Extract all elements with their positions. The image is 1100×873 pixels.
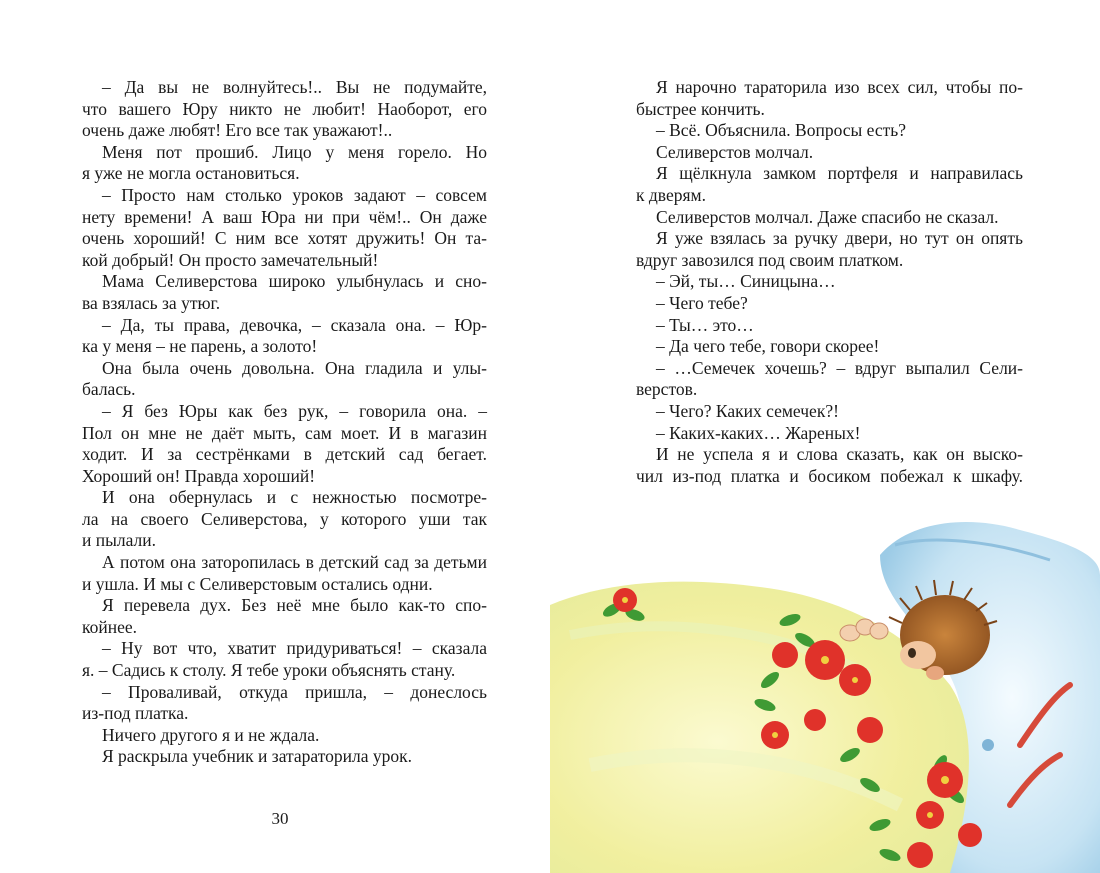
- left-page-text: [82, 77, 487, 768]
- right_page-text-line: – …Семечек хочешь? – вдруг выпалил Сели-: [656, 357, 1023, 378]
- right_page-text-line: верстов.: [636, 379, 698, 400]
- left_page-text-line: Хороший он! Правда хороший!: [82, 465, 316, 486]
- right_page-text-line: – Чего? Каких семечек?!: [656, 400, 839, 421]
- left_page-text-line: Я раскрыла учебник и затараторила урок.: [102, 746, 412, 767]
- left_page-text-line: Меня пот прошиб. Лицо у меня горело. Но: [102, 141, 487, 162]
- left_page-text-line: Ничего другого я и не ждала.: [102, 724, 320, 745]
- right_page-text-line: вдруг завозился под своим платком.: [636, 249, 904, 270]
- left_page-text-line: Она была очень довольна. Она гладила и улы-: [102, 357, 487, 378]
- left_page-text-line: очень даже любят! Его все так уважают!..: [82, 120, 393, 141]
- left_page-text-line: из-под платка.: [82, 703, 189, 724]
- left_page-text-line: ва взялась за утюг.: [82, 292, 221, 313]
- right_page-text-line: Селиверстов молчал.: [656, 141, 814, 162]
- left_page-text-line: – Я без Юры как без рук, – говорила она. –: [102, 400, 487, 421]
- left_page-text-line: – Да вы не волнуйтесь!.. Вы не подумайте,: [102, 77, 487, 97]
- boy-under-shawl-illustration: [550, 515, 1100, 873]
- left_page-text-line: ла на своего Селиверстова, у которого уши так: [82, 508, 487, 529]
- left_page-text-line: я уже не могла остановиться.: [82, 163, 300, 184]
- right_page-text-line: Я щёлкнула замком портфеля и направилась: [656, 163, 1023, 184]
- right_page-text-line: – Эй, ты… Синицына…: [656, 271, 836, 292]
- left_page-text-line: кой добрый! Он просто замечательный!: [82, 249, 379, 270]
- left_page-text-line: – Да, ты права, девочка, – сказала она. – Юр-: [102, 314, 487, 335]
- left_page-text-line: ка у меня – не парень, а золото!: [82, 336, 318, 357]
- right-page: [550, 0, 1100, 873]
- left_page-text-line: что вашего Юру никто не любит! Наоборот, его: [82, 98, 487, 119]
- right_page-text-line: – Каких-каких… Жареных!: [656, 422, 861, 443]
- left_page-text-line: А потом она заторопилась в детский сад за детьми: [102, 552, 487, 573]
- left_page-text-line: койнее.: [82, 616, 138, 637]
- right_page-text-line: Селиверстов молчал. Даже спасибо не сказал.: [656, 206, 999, 227]
- left_page-text-line: – Проваливай, откуда пришла, – донеслось: [102, 681, 487, 702]
- right_page-text-line: – Да чего тебе, говори скорее!: [656, 336, 880, 357]
- left_page-text-line: нету времени! А ваш Юра ни при чём!.. Он даже: [82, 206, 487, 227]
- right_page-text-line: к дверям.: [636, 184, 706, 205]
- left_page-text-line: ходит. И за сестрёнками в детский сад бегает.: [82, 444, 487, 465]
- left_page-text-line: Пол он мне не даёт мыть, сам моет. И в магазин: [82, 422, 487, 443]
- right_page-text-line: Я нарочно тараторила изо всех сил, чтобы по-: [656, 77, 1023, 97]
- left_page-text-line: и пылали.: [82, 530, 156, 551]
- left_page-text-line: И она обернулась и с нежностью посмотре-: [102, 487, 487, 508]
- right_page-text-line: Я уже взялась за ручку двери, но тут он опять: [656, 228, 1023, 249]
- left_page-text-line: очень хороший! С ним все хотят дружить! Он та-: [82, 228, 487, 249]
- left_page-text-line: – Просто нам столько уроков задают – совсем: [102, 184, 487, 205]
- left_page-text-line: я. – Садись к столу. Я тебе уроки объяснять стану.: [82, 660, 456, 681]
- left_page-text-line: Мама Селиверстова широко улыбнулась и сно-: [102, 271, 487, 292]
- right_page-text-line: быстрее кончить.: [636, 98, 765, 119]
- page-number: 30: [271, 809, 289, 828]
- right_page-text-line: – Чего тебе?: [656, 292, 748, 313]
- left_page-text-line: и ушла. И мы с Селиверстовым остались одни.: [82, 573, 433, 594]
- right_page-text-line: чил из-под платка и босиком побежал к шкафу.: [636, 465, 1023, 486]
- left_page-text-line: – Ну вот что, хватит придуриваться! – сказала: [102, 638, 487, 659]
- right-page-text: [636, 77, 1023, 487]
- left_page-text-line: Я перевела дух. Без неё мне было как-то спо-: [102, 595, 487, 616]
- right_page-text-line: – Всё. Объяснила. Вопросы есть?: [656, 120, 907, 141]
- right_page-text-line: И не успела я и слова сказать, как он выско-: [656, 444, 1023, 465]
- right_page-text-line: – Ты… это…: [656, 314, 754, 335]
- left_page-text-line: балась.: [82, 379, 136, 400]
